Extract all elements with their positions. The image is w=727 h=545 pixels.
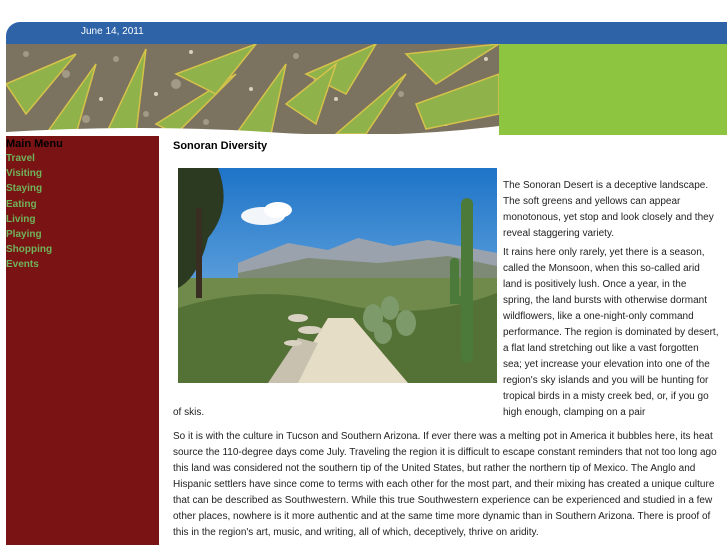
banner-wave-divider bbox=[6, 118, 499, 138]
paragraph-intro: The Sonoran Desert is a deceptive landscape. The soft greens and yellows can appear monotonous, yet stop and look closely and they reveal staggering variety. bbox=[503, 180, 714, 239]
menu-item-visiting[interactable]: Visiting bbox=[6, 168, 42, 180]
menu-list bbox=[6, 151, 159, 273]
header-accent-block bbox=[499, 44, 727, 135]
menu-item-travel[interactable]: Travel bbox=[6, 153, 35, 164]
date-label: June 14, 2011 bbox=[81, 26, 144, 37]
page-title: Sonoran Diversity bbox=[173, 140, 268, 152]
paragraph-monsoon-continued: of skis. bbox=[173, 407, 205, 418]
menu-item-events[interactable]: Events bbox=[6, 259, 39, 271]
menu-item-eating[interactable]: Eating bbox=[6, 198, 37, 210]
sidebar-main-menu bbox=[6, 136, 159, 545]
paragraph-monsoon: It rains here only rarely, yet there is a season, called the Monsoon, when this so-called arid land is positively lush. Once a year, in the spring, the land bursts with otherwise dormant wildflowers, like a one-night-only command performance. The region is dominated by desert, a flat land stretching out like a vast forgotten sea; yet increase your elevation into one of the region's sky islands and you will be hunting for tropical birds in a misty creek bed, or, if you go high enough, clamping on a pair bbox=[503, 247, 719, 418]
menu-item-shopping[interactable]: Shopping bbox=[6, 244, 53, 256]
main-menu-title: Main Menu bbox=[6, 138, 63, 150]
menu-item-living[interactable]: Living bbox=[6, 213, 36, 225]
menu-item-playing[interactable]: Playing bbox=[6, 229, 42, 241]
paragraph-culture: So it is with the culture in Tucson and Southern Arizona. If ever there was a melting pot in America it bubbles here, its heat source the 110-degree days come July. Traveling the region it is difficult to escape constant reminders that not too long ago this land was considered not the southern tip of the United States, but rather the northern tip of Mexico. The Anglo and Hispanic settlers have since come to terms with each other for the most part, and their mixing has created a unique culture that can be described as Southwestern. While this true Southwestern experience can be experienced and studied in a few other places, nowhere is it more authentic and at the same time more dynamic than in Southern Arizona. There is proof of this in the region's art, music, and writing, all of which, deceptively, thrive on aridity. bbox=[173, 431, 717, 538]
desert-landscape-photo bbox=[178, 168, 497, 383]
menu-item-staying[interactable]: Staying bbox=[6, 183, 43, 195]
